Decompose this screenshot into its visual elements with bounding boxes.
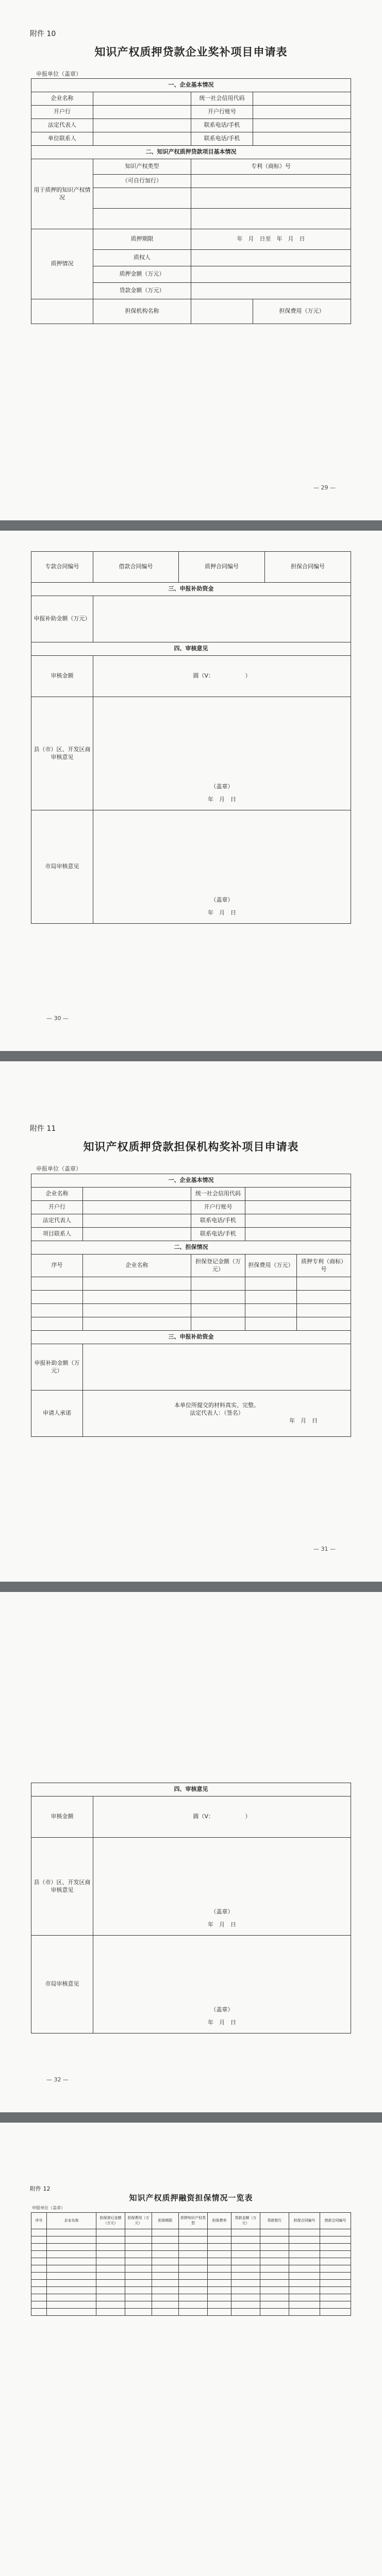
page-29 xyxy=(0,0,382,520)
table-cell[interactable] xyxy=(297,1277,351,1291)
page-32 xyxy=(0,1592,382,2112)
table-cell[interactable] xyxy=(31,2244,47,2251)
field-label: 县（市）区、开发区商审核意见 xyxy=(31,697,93,810)
table-cell[interactable] xyxy=(152,2301,179,2309)
table-cell[interactable] xyxy=(320,2280,351,2287)
table-cell[interactable] xyxy=(31,2258,47,2265)
field-value[interactable] xyxy=(93,92,191,106)
table-cell[interactable] xyxy=(125,2309,152,2316)
commitment-text: 本单位所提交的材料真实、完整。 xyxy=(174,1402,260,1409)
field-label: 开户行账号 xyxy=(191,106,253,119)
page-number: — 29 — xyxy=(313,484,336,491)
table-cell[interactable] xyxy=(179,2309,208,2316)
field-value[interactable] xyxy=(93,119,191,132)
table-row xyxy=(31,2280,351,2287)
table-cell[interactable] xyxy=(152,2280,179,2287)
table-cell[interactable] xyxy=(47,2229,96,2236)
table-cell[interactable] xyxy=(231,2309,260,2316)
table-cell[interactable] xyxy=(289,2265,320,2273)
table-cell[interactable] xyxy=(289,2244,320,2251)
table-cell[interactable] xyxy=(125,2265,152,2273)
date-label: 年 月 日 xyxy=(208,796,236,803)
opinion-box[interactable] xyxy=(93,1838,351,1936)
field-label: 企业名称 xyxy=(31,92,93,106)
table-cell[interactable] xyxy=(289,2236,320,2244)
field-label: 联系电话/手机 xyxy=(191,119,253,132)
table-cell[interactable] xyxy=(31,2287,47,2294)
table-cell[interactable] xyxy=(179,2236,208,2244)
field-value[interactable] xyxy=(191,283,351,299)
page-number: — 32 — xyxy=(46,2076,69,2083)
table-cell[interactable] xyxy=(47,2251,96,2258)
form-table xyxy=(31,551,351,924)
column-header: 担保登记金额（万元） xyxy=(191,1255,245,1277)
section-heading: 一、企业基本情况 xyxy=(31,79,351,92)
opinion-box[interactable] xyxy=(93,697,351,810)
column-header: 企业名称 xyxy=(47,2213,96,2229)
table-cell[interactable] xyxy=(245,1277,297,1291)
field-label: 法定代表人 xyxy=(31,1214,83,1228)
commitment-box xyxy=(83,1391,351,1437)
table-cell[interactable] xyxy=(179,2258,208,2265)
table-cell[interactable] xyxy=(289,2273,320,2280)
field-label: 担保机构名称 xyxy=(93,299,191,324)
table-cell[interactable] xyxy=(208,2273,231,2280)
page-number: — 30 — xyxy=(46,1015,69,1022)
attachment-label: 附件 10 xyxy=(30,30,56,38)
table-cell[interactable] xyxy=(260,2229,289,2236)
table-cell[interactable] xyxy=(231,2273,260,2280)
column-header: 质押知识产权类型 xyxy=(179,2213,208,2229)
table-cell[interactable] xyxy=(47,2258,96,2265)
table-cell[interactable] xyxy=(47,2287,96,2294)
table-cell[interactable] xyxy=(152,2251,179,2258)
seal-label: （盖章） xyxy=(210,1908,234,1916)
table-cell[interactable] xyxy=(47,2265,96,2273)
table-cell[interactable] xyxy=(231,2251,260,2258)
field-label: 质押情况 xyxy=(31,229,93,299)
table-cell[interactable] xyxy=(231,2229,260,2236)
applicant-label: 申报单位（盖章） xyxy=(36,71,81,77)
table-cell[interactable] xyxy=(125,2229,152,2236)
seal-label: （盖章） xyxy=(210,896,234,904)
table-cell[interactable] xyxy=(31,2251,47,2258)
table-cell[interactable] xyxy=(96,2273,125,2280)
table-cell[interactable] xyxy=(125,2280,152,2287)
opinion-box[interactable] xyxy=(93,1936,351,2033)
table-cell[interactable] xyxy=(320,2229,351,2236)
table-cell[interactable] xyxy=(125,2301,152,2309)
field-label: 企业名称 xyxy=(31,1188,83,1201)
field-label: 联系电话/手机 xyxy=(191,1214,245,1228)
field-value[interactable] xyxy=(93,596,351,642)
table-cell[interactable] xyxy=(208,2294,231,2301)
field-label: 借款合同编号 xyxy=(93,552,179,583)
table-cell[interactable] xyxy=(208,2258,231,2265)
table-cell[interactable] xyxy=(125,2236,152,2244)
table-cell[interactable] xyxy=(231,2294,260,2301)
section-heading: 一、企业基本情况 xyxy=(31,1174,351,1188)
opinion-box[interactable] xyxy=(93,810,351,924)
table-cell[interactable] xyxy=(320,2294,351,2301)
table-cell[interactable] xyxy=(31,1304,83,1317)
field-label: 联系电话/手机 xyxy=(191,132,253,146)
table-cell[interactable] xyxy=(152,2244,179,2251)
table-cell[interactable] xyxy=(320,2258,351,2265)
field-value[interactable] xyxy=(191,175,351,188)
field-label: 质权人 xyxy=(93,250,191,266)
table-cell[interactable] xyxy=(152,2309,179,2316)
table-cell[interactable] xyxy=(260,2265,289,2273)
table-cell[interactable] xyxy=(31,1317,83,1331)
table-row xyxy=(31,2294,351,2301)
table-cell[interactable] xyxy=(231,2301,260,2309)
column-header: 担保登记金额（万元） xyxy=(96,2213,125,2229)
table-cell[interactable] xyxy=(245,1317,297,1331)
attachment-label: 附件 11 xyxy=(30,1125,56,1133)
table-cell[interactable] xyxy=(260,2301,289,2309)
table-cell[interactable] xyxy=(179,2294,208,2301)
table-cell[interactable] xyxy=(289,2301,320,2309)
table-cell[interactable] xyxy=(31,2294,47,2301)
table-cell[interactable] xyxy=(152,2287,179,2294)
field-value[interactable] xyxy=(83,1188,191,1201)
field-label: 审核金额 xyxy=(31,656,93,697)
table-row xyxy=(31,2229,351,2236)
table-cell[interactable] xyxy=(320,2301,351,2309)
column-header: 借款合同编号 xyxy=(320,2213,351,2229)
table-cell[interactable] xyxy=(297,1304,351,1317)
table-cell[interactable] xyxy=(31,2301,47,2309)
section-heading: 三、申报补助资金 xyxy=(31,583,351,596)
column-header: 序号 xyxy=(31,1255,83,1277)
table-cell[interactable] xyxy=(260,2287,289,2294)
column-header: 担保费用（万元） xyxy=(245,1255,297,1277)
form-title: 知识产权质押贷款企业奖补项目申请表 xyxy=(94,45,288,58)
table-cell[interactable] xyxy=(179,2280,208,2287)
field-value[interactable] xyxy=(83,1201,191,1214)
table-row xyxy=(31,2236,351,2244)
date-label: 年 月 日 xyxy=(208,909,236,917)
table-row xyxy=(31,2251,351,2258)
field-value[interactable] xyxy=(253,132,351,146)
table-cell[interactable] xyxy=(152,2258,179,2265)
field-label: 统一社会信用代码 xyxy=(191,1188,245,1201)
table-row xyxy=(31,2301,351,2309)
column-header: 贷款银行 xyxy=(260,2213,289,2229)
column-header: 贷款金额（万元） xyxy=(231,2213,260,2229)
table-cell[interactable] xyxy=(47,2236,96,2244)
field-label: 联系电话/手机 xyxy=(191,1228,245,1241)
applicant-label: 申报单位（盖章） xyxy=(36,1165,81,1172)
table-cell[interactable] xyxy=(96,2280,125,2287)
table-cell[interactable] xyxy=(96,2294,125,2301)
table-cell[interactable] xyxy=(179,2273,208,2280)
table-cell[interactable] xyxy=(289,2294,320,2301)
field-value[interactable] xyxy=(191,250,351,266)
column-header: 担保费率 xyxy=(208,2213,231,2229)
table-cell[interactable] xyxy=(96,2265,125,2273)
table-cell[interactable] xyxy=(47,2309,96,2316)
table-cell[interactable] xyxy=(208,2236,231,2244)
table-cell[interactable] xyxy=(152,2229,179,2236)
field-label: 开户行 xyxy=(31,106,93,119)
form-title: 知识产权质押贷款担保机构奖补项目申请表 xyxy=(83,1140,299,1153)
table-cell[interactable] xyxy=(83,1317,191,1331)
table-row xyxy=(31,2287,351,2294)
table-cell[interactable] xyxy=(96,2251,125,2258)
table-cell[interactable] xyxy=(289,2251,320,2258)
field-value[interactable] xyxy=(191,188,351,209)
section-heading: 三、申报补助资金 xyxy=(31,1331,351,1344)
table-cell[interactable] xyxy=(96,2258,125,2265)
table-cell[interactable] xyxy=(208,2287,231,2294)
field-value[interactable] xyxy=(83,1214,191,1228)
table-cell[interactable] xyxy=(125,2294,152,2301)
table-cell[interactable] xyxy=(191,1304,245,1317)
field-label: 审核金额 xyxy=(31,1797,93,1838)
table-cell[interactable] xyxy=(208,2229,231,2236)
field-value[interactable] xyxy=(245,1214,351,1228)
table-cell[interactable] xyxy=(320,2236,351,2244)
table-cell[interactable] xyxy=(231,2258,260,2265)
table-cell[interactable] xyxy=(231,2280,260,2287)
table-cell[interactable] xyxy=(83,1277,191,1291)
form-table xyxy=(31,78,351,324)
field-label: 单位联系人 xyxy=(31,132,93,146)
table-cell[interactable] xyxy=(152,2236,179,2244)
table-cell[interactable] xyxy=(297,1291,351,1304)
table-cell[interactable] xyxy=(289,2229,320,2236)
table-cell[interactable] xyxy=(260,2258,289,2265)
field-note: （可自行加行） xyxy=(93,175,191,188)
section-heading: 二、担保情况 xyxy=(31,1241,351,1255)
table-cell[interactable] xyxy=(96,2236,125,2244)
field-label: 法定代表人 xyxy=(31,119,93,132)
field-label: 质押金额（万元） xyxy=(93,266,191,283)
table-cell[interactable] xyxy=(208,2309,231,2316)
table-cell[interactable] xyxy=(47,2244,96,2251)
table-cell[interactable] xyxy=(96,2229,125,2236)
table-cell[interactable] xyxy=(31,2273,47,2280)
table-cell[interactable] xyxy=(208,2280,231,2287)
column-header: 企业名称 xyxy=(83,1255,191,1277)
table-cell[interactable] xyxy=(125,2273,152,2280)
form-table xyxy=(31,1783,351,2033)
table-cell[interactable] xyxy=(260,2251,289,2258)
field-label: 专款合同编号 xyxy=(31,552,93,583)
applicant-label: 申报单位（盖章） xyxy=(32,2206,65,2210)
table-cell[interactable] xyxy=(47,2273,96,2280)
commitment-date: 年 月 日 xyxy=(289,1417,318,1424)
table-cell[interactable] xyxy=(125,2251,152,2258)
table-row xyxy=(31,2309,351,2316)
field-label: 申报补助金额（万元） xyxy=(31,596,93,642)
table-cell[interactable] xyxy=(320,2251,351,2258)
table-cell[interactable] xyxy=(96,2287,125,2294)
table-cell[interactable] xyxy=(245,1291,297,1304)
field-value[interactable] xyxy=(191,299,253,324)
field-label: 质押合同编号 xyxy=(179,552,265,583)
table-cell[interactable] xyxy=(297,1317,351,1331)
table-cell[interactable] xyxy=(31,2265,47,2273)
table-cell[interactable] xyxy=(96,2244,125,2251)
field-value[interactable] xyxy=(245,1228,351,1241)
table-row xyxy=(31,2244,351,2251)
table-cell[interactable] xyxy=(179,2301,208,2309)
field-value[interactable]: 圆（V： ） xyxy=(93,656,351,697)
date-label: 年 月 日 xyxy=(208,1921,236,1928)
table-cell[interactable] xyxy=(320,2287,351,2294)
table-cell[interactable] xyxy=(289,2258,320,2265)
table-cell[interactable] xyxy=(152,2273,179,2280)
section-heading: 二、知识产权质押贷款项目基本情况 xyxy=(31,146,351,159)
summary-table xyxy=(31,2212,351,2316)
table-cell[interactable] xyxy=(191,1317,245,1331)
page-number: — 31 — xyxy=(313,1546,336,1552)
field-label: 用于质押的知识产权情况 xyxy=(31,159,93,229)
table-cell[interactable] xyxy=(231,2265,260,2273)
column-header: 专利（商标）号 xyxy=(191,159,351,175)
table-cell[interactable] xyxy=(47,2294,96,2301)
table-cell[interactable] xyxy=(31,2236,47,2244)
table-row xyxy=(31,2258,351,2265)
field-label: 担保费用（万元） xyxy=(253,299,351,324)
table-cell[interactable] xyxy=(289,2309,320,2316)
field-value[interactable] xyxy=(93,106,191,119)
table-cell[interactable] xyxy=(260,2273,289,2280)
table-cell[interactable] xyxy=(260,2244,289,2251)
table-row xyxy=(31,2273,351,2280)
table-cell[interactable] xyxy=(191,1277,245,1291)
field-value[interactable]: 圆（V： ） xyxy=(93,1797,351,1838)
column-header: 序号 xyxy=(31,2213,47,2229)
table-cell[interactable] xyxy=(289,2287,320,2294)
table-cell[interactable] xyxy=(208,2301,231,2309)
field-label: 市局审核意见 xyxy=(31,1936,93,2033)
table-cell[interactable] xyxy=(320,2273,351,2280)
field-label: 项目联系人 xyxy=(31,1228,83,1241)
field-value[interactable] xyxy=(245,1201,351,1214)
field-label: 质押期限 xyxy=(93,229,191,250)
table-cell[interactable] xyxy=(83,1291,191,1304)
table-cell[interactable] xyxy=(208,2251,231,2258)
table-cell[interactable] xyxy=(31,2229,47,2236)
table-cell[interactable] xyxy=(231,2236,260,2244)
table-cell[interactable] xyxy=(152,2294,179,2301)
page-33 xyxy=(0,2123,382,2576)
table-cell[interactable] xyxy=(96,2309,125,2316)
field-label: 申报补助金额（万元） xyxy=(31,1344,83,1391)
table-cell[interactable] xyxy=(245,1304,297,1317)
column-header: 知识产权类型 xyxy=(93,159,191,175)
field-value[interactable] xyxy=(31,299,93,324)
attachment-label: 附件 12 xyxy=(30,2185,51,2192)
table-cell[interactable] xyxy=(83,1304,191,1317)
table-cell[interactable] xyxy=(289,2280,320,2287)
page-31 xyxy=(0,1061,382,1582)
field-value[interactable] xyxy=(93,132,191,146)
section-heading: 四、审核意见 xyxy=(31,642,351,656)
date-label: 年 月 日 xyxy=(208,2019,236,2026)
table-cell[interactable] xyxy=(179,2251,208,2258)
field-label: 统一社会信用代码 xyxy=(191,92,253,106)
table-cell[interactable] xyxy=(320,2265,351,2273)
table-cell[interactable] xyxy=(231,2244,260,2251)
field-value[interactable] xyxy=(191,266,351,283)
field-value[interactable] xyxy=(191,209,351,229)
table-cell[interactable] xyxy=(179,2265,208,2273)
field-label: 县（市）区、开发区商审核意见 xyxy=(31,1838,93,1936)
field-value[interactable] xyxy=(245,1188,351,1201)
page-30 xyxy=(0,531,382,1051)
date-range[interactable]: 年 月 日至 年 月 日 xyxy=(191,229,351,250)
table-cell[interactable] xyxy=(31,2309,47,2316)
table-cell[interactable] xyxy=(47,2280,96,2287)
table-cell[interactable] xyxy=(260,2236,289,2244)
field-value[interactable] xyxy=(93,209,191,229)
table-cell[interactable] xyxy=(179,2244,208,2251)
column-header: 担保期限 xyxy=(152,2213,179,2229)
table-cell[interactable] xyxy=(125,2258,152,2265)
field-value[interactable] xyxy=(253,106,351,119)
field-label: 开户行账号 xyxy=(191,1201,245,1214)
table-cell[interactable] xyxy=(125,2244,152,2251)
field-label: 申请人承诺 xyxy=(31,1391,83,1437)
table-cell[interactable] xyxy=(208,2244,231,2251)
column-header: 质押专利（商标）号 xyxy=(297,1255,351,1277)
column-header: 担保费用（万元） xyxy=(125,2213,152,2229)
field-label: 担保合同编号 xyxy=(265,552,351,583)
table-cell[interactable] xyxy=(320,2244,351,2251)
field-value[interactable] xyxy=(253,92,351,106)
table-cell[interactable] xyxy=(179,2229,208,2236)
table-cell[interactable] xyxy=(208,2265,231,2273)
table-cell[interactable] xyxy=(152,2265,179,2273)
column-header: 担保合同编号 xyxy=(289,2213,320,2229)
field-value[interactable] xyxy=(253,119,351,132)
table-cell[interactable] xyxy=(96,2301,125,2309)
field-value[interactable] xyxy=(93,188,191,209)
form-title: 知识产权质押融资担保情况一览表 xyxy=(129,2193,253,2202)
field-label: 开户行 xyxy=(31,1201,83,1214)
table-cell[interactable] xyxy=(260,2294,289,2301)
table-cell[interactable] xyxy=(31,2280,47,2287)
field-label: 贷款金额（万元） xyxy=(93,283,191,299)
form-table xyxy=(31,1174,351,1437)
field-value[interactable] xyxy=(83,1228,191,1241)
table-cell[interactable] xyxy=(47,2301,96,2309)
table-cell[interactable] xyxy=(31,1277,83,1291)
table-cell[interactable] xyxy=(231,2287,260,2294)
table-cell[interactable] xyxy=(191,1291,245,1304)
field-label: 市局审核意见 xyxy=(31,810,93,924)
table-cell[interactable] xyxy=(260,2280,289,2287)
field-value[interactable] xyxy=(83,1344,351,1391)
seal-label: （盖章） xyxy=(210,2006,234,2013)
table-row xyxy=(31,2265,351,2273)
table-cell[interactable] xyxy=(179,2287,208,2294)
commitment-sign[interactable]: 法定代表人：（签名） xyxy=(190,1410,244,1417)
table-cell[interactable] xyxy=(260,2309,289,2316)
table-cell[interactable] xyxy=(125,2287,152,2294)
table-cell[interactable] xyxy=(320,2309,351,2316)
table-cell[interactable] xyxy=(31,1291,83,1304)
seal-label: （盖章） xyxy=(210,783,234,790)
section-heading: 四、审核意见 xyxy=(31,1783,351,1797)
